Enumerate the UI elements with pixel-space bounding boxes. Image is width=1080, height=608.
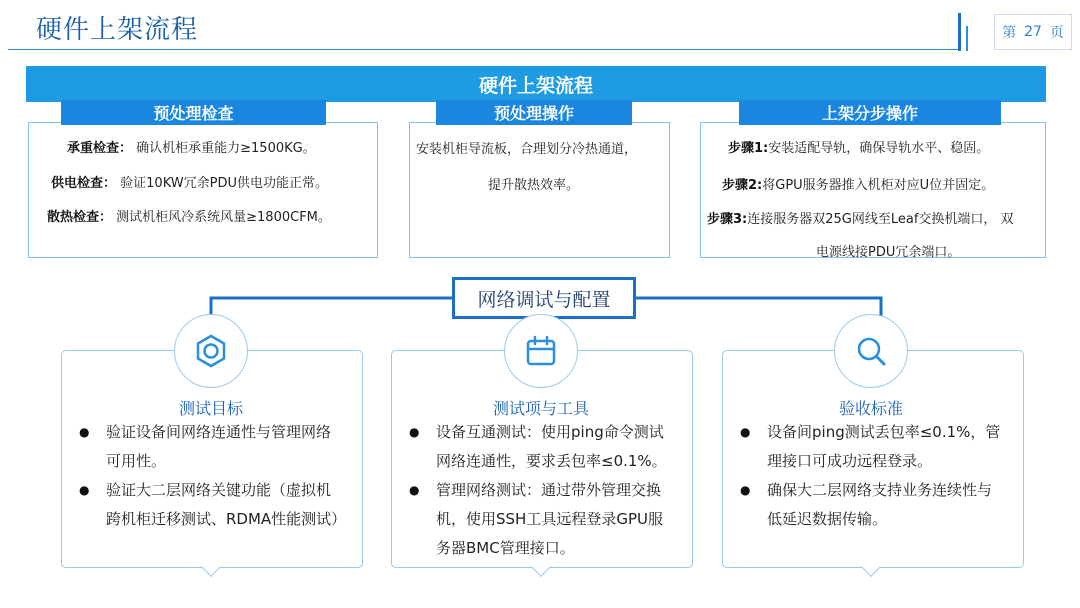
- bullet-line: 务器BMC管理接口。: [436, 539, 575, 557]
- bullet-line: 可用性。: [106, 452, 167, 470]
- rack-steps-label: 上架分步操作: [739, 100, 1001, 125]
- calendar-icon: [521, 331, 561, 371]
- card-bullet-list: [79, 418, 346, 534]
- icon-circle: [834, 314, 908, 388]
- process-banner: 硬件上架流程: [26, 66, 1046, 102]
- card-bullet-list: [740, 418, 1000, 534]
- item-text: 验证10KW冗余PDU供电功能正常。: [116, 176, 328, 191]
- item-key: 承重检查：: [67, 141, 133, 156]
- pre-check-label: 预处理检查: [61, 100, 326, 125]
- card-bullet-list: [409, 418, 667, 563]
- bullet-item: [409, 476, 667, 563]
- bullet-item: [79, 418, 346, 476]
- bullet-line: ● 验证设备间网络连通性与管理网络: [106, 423, 332, 441]
- step-key: 步骤3:: [707, 212, 748, 227]
- pre-operation-line: 安装机柜导流板，合理划分冷热通道，: [416, 142, 638, 157]
- item-key: 供电检查：: [51, 176, 117, 191]
- bullet-line: 理接口可成功远程登录。: [767, 452, 933, 470]
- rack-step-continuation: 电源线接PDU冗余端口。: [816, 245, 961, 260]
- icon-circle: [174, 314, 248, 388]
- connector-right: [636, 298, 881, 324]
- bullet-line: 机，使用SSH工具远程登录GPU服: [436, 510, 663, 528]
- bullet-line: 低延迟数据传输。: [767, 510, 888, 528]
- bullet-item: [79, 476, 346, 534]
- search-icon: [851, 331, 891, 371]
- step-key: 步骤2:: [722, 178, 763, 193]
- step-text: 连接服务器双25G网线至Leaf交换机端口， 双: [747, 212, 1014, 227]
- pre-operation-line: 提升散热效率。: [488, 178, 580, 193]
- bullet-line: ● 确保大二层网络支持业务连续性与: [767, 481, 993, 499]
- bullet-item: [740, 476, 1000, 534]
- bullet-item: [740, 418, 1000, 476]
- item-text: 测试机柜风冷系统风量≥1800CFM。: [112, 210, 331, 225]
- icon-circle: [504, 314, 578, 388]
- pre-operation-label: 预处理操作: [436, 100, 632, 125]
- item-text: 确认机柜承重能力≥1500KG。: [132, 141, 316, 156]
- page-title: 硬件上架流程: [36, 15, 199, 45]
- step-text: 安装适配导轨，确保导轨水平、稳固。: [768, 141, 990, 156]
- step-text: 将GPU服务器推入机柜对应U位并固定。: [762, 178, 995, 193]
- bullet-line: ● 管理网络测试：通过带外管理交换: [436, 481, 662, 499]
- bullet-line: ● 设备间ping测试丢包率≤0.1%，管: [767, 423, 1001, 441]
- card-title: 验收标准: [838, 399, 903, 418]
- bullet-line: 网络连通性，要求丢包率≤0.1%。: [436, 452, 667, 470]
- gear-icon: [191, 331, 231, 371]
- bullet-item: [409, 418, 667, 476]
- card-title: 测试项与工具: [492, 399, 589, 418]
- network-config-title: 网络调试与配置: [452, 277, 636, 319]
- bullet-line: ● 设备互通测试：使用ping命令测试: [436, 423, 664, 441]
- bullet-line: ● 验证大二层网络关键功能（虚拟机: [106, 481, 332, 499]
- connector-left: [211, 298, 452, 322]
- step-key: 步骤1:: [728, 141, 769, 156]
- item-key: 散热检查：: [47, 210, 113, 225]
- card-title: 测试目标: [178, 399, 243, 418]
- page-suffix: 页: [1049, 25, 1064, 41]
- page-prefix: 第: [1002, 25, 1017, 41]
- bullet-line: 跨机柜迁移测试、RDMA性能测试）: [106, 510, 347, 528]
- page-number: 27: [1024, 24, 1042, 40]
